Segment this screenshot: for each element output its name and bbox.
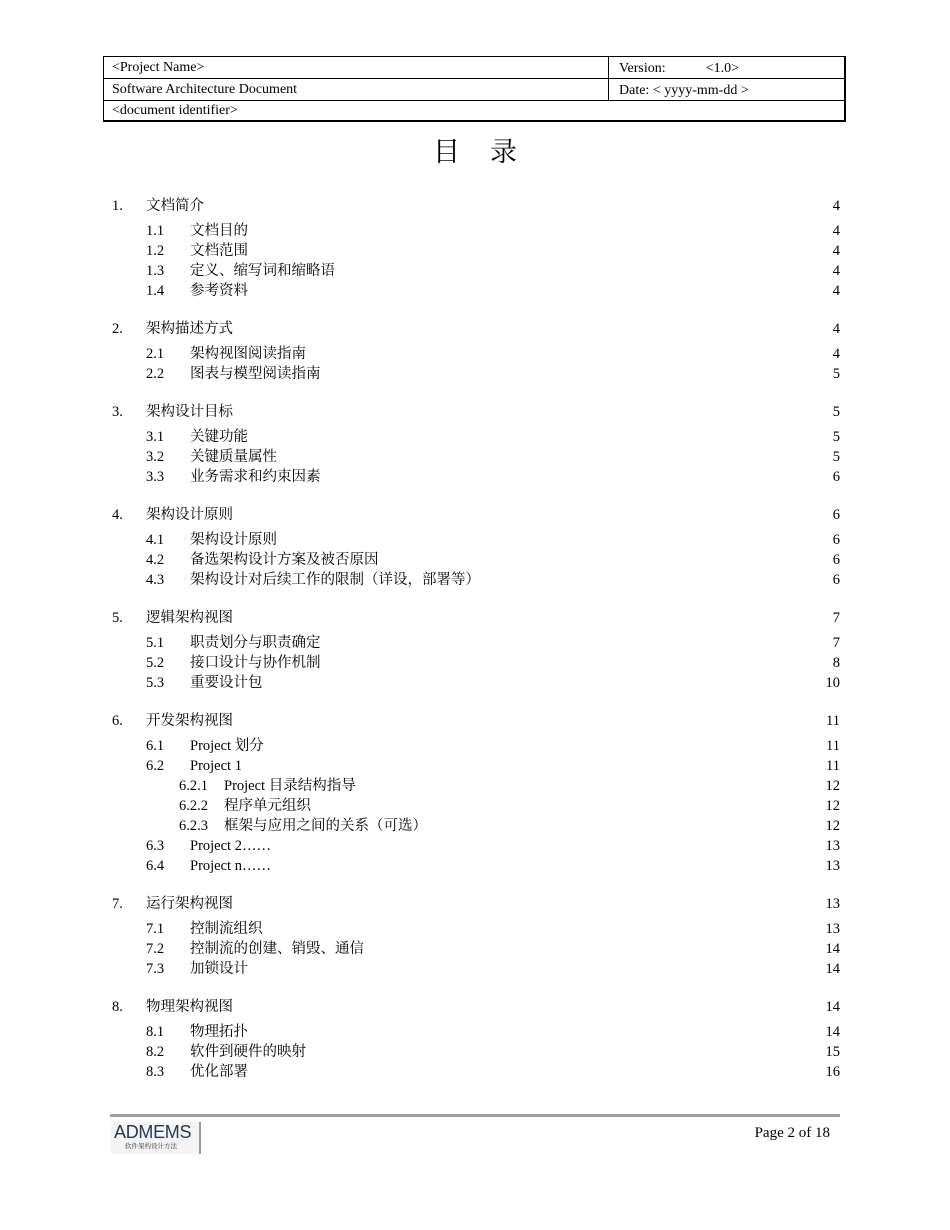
toc-entry-page: 5	[832, 404, 840, 420]
toc-entry-number: 6.2.2	[179, 798, 208, 814]
toc-entry-number: 2.1	[146, 346, 165, 362]
toc-entry-number: 5.	[112, 610, 123, 626]
toc-entry-label: 程序单元组织	[224, 798, 311, 814]
toc-entry-level-2[interactable]	[112, 1042, 840, 1062]
toc-entry-number: 5.3	[146, 675, 165, 691]
toc-entry-page: 4	[832, 346, 840, 362]
toc-entry-number: 2.	[112, 321, 123, 337]
toc-entry-label: 软件到硬件的映射	[190, 1044, 306, 1060]
toc-entry-level-2[interactable]	[112, 959, 840, 979]
toc-entry-label: 文档目的	[190, 223, 248, 239]
toc-entry-number: 7.1	[146, 921, 165, 937]
logo-subtext: 软件架构设计方法	[125, 1142, 177, 1150]
toc-entry-page: 5	[832, 449, 840, 465]
version-cell	[609, 57, 844, 78]
toc-entry-number: 8.2	[146, 1044, 165, 1060]
toc-entry-page: 4	[832, 223, 840, 239]
toc-entry-label: 职责划分与职责确定	[190, 635, 321, 651]
toc-entry-page: 13	[825, 838, 840, 854]
toc-entry-page: 12	[825, 818, 840, 834]
toc-entry-number: 1.3	[146, 263, 165, 279]
toc-entry-number: 4.	[112, 507, 123, 523]
toc-entry-page: 13	[825, 896, 840, 912]
toc-entry-page: 11	[826, 738, 840, 754]
toc-entry-number: 3.3	[146, 469, 165, 485]
toc-entry-number: 1.1	[146, 223, 165, 239]
toc-entry-number: 7.	[112, 896, 123, 912]
toc-entry-number: 6.4	[146, 858, 165, 874]
header-row-1	[104, 57, 844, 79]
toc-entry-page: 8	[832, 655, 840, 671]
toc-entry-number: 1.	[112, 198, 123, 214]
toc-entry-label: 架构描述方式	[146, 321, 233, 337]
toc-entry-page: 15	[825, 1044, 840, 1060]
toc-entry-level-3[interactable]	[112, 796, 840, 816]
toc-entry-page: 5	[832, 429, 840, 445]
toc-entry-level-2[interactable]	[112, 633, 840, 653]
toc-entry-level-2[interactable]	[112, 344, 840, 364]
toc-entry-level-2[interactable]	[112, 241, 840, 261]
toc-entry-label: 控制流的创建、销毁、通信	[190, 941, 364, 957]
toc-entry-page: 11	[826, 758, 840, 774]
admems-logo	[111, 1122, 201, 1154]
toc-entry-level-2[interactable]	[112, 1022, 840, 1042]
toc-entry-label: 加锁设计	[190, 961, 248, 977]
version-value: <1.0>	[705, 61, 739, 76]
toc-entry-number: 4.1	[146, 532, 165, 548]
toc-entry-page: 16	[825, 1064, 840, 1080]
toc-entry-number: 1.2	[146, 243, 165, 259]
toc-entry-level-2[interactable]	[112, 756, 840, 776]
toc-entry-number: 1.4	[146, 283, 165, 299]
toc-entry-label: 控制流组织	[190, 921, 263, 937]
toc-entry-page: 14	[825, 1024, 840, 1040]
header-table	[103, 56, 846, 122]
toc-entry-label: 运行架构视图	[146, 896, 233, 912]
toc-entry-label: 关键功能	[190, 429, 248, 445]
toc-entry-label: 接口设计与协作机制	[190, 655, 321, 671]
version-label: Version:	[619, 61, 666, 76]
toc-entry-page: 5	[832, 366, 840, 382]
toc-entry-page: 12	[825, 778, 840, 794]
toc-entry-page: 14	[825, 999, 840, 1015]
toc-entry-number: 2.2	[146, 366, 165, 382]
footer-divider	[110, 1114, 840, 1117]
page-number: Page 2 of 18	[754, 1125, 830, 1141]
toc-entry-number: 6.2.3	[179, 818, 208, 834]
table-of-contents	[112, 196, 840, 1082]
toc-entry-level-1[interactable]	[112, 894, 840, 914]
toc-entry-number: 6.	[112, 713, 123, 729]
toc-entry-number: 3.2	[146, 449, 165, 465]
toc-entry-label: 架构设计原则	[146, 507, 233, 523]
toc-entry-level-1[interactable]	[112, 196, 840, 216]
toc-entry-label: Project 划分	[190, 738, 264, 754]
toc-entry-label: 开发架构视图	[146, 713, 233, 729]
toc-entry-label: Project 1	[190, 758, 242, 774]
toc-entry-label: 物理架构视图	[146, 999, 233, 1015]
toc-entry-number: 6.2	[146, 758, 165, 774]
toc-entry-level-1[interactable]	[112, 608, 840, 628]
toc-entry-page: 7	[832, 635, 840, 651]
toc-entry-level-2[interactable]	[112, 653, 840, 673]
toc-entry-level-2[interactable]	[112, 221, 840, 241]
toc-entry-label: Project 目录结构指导	[224, 778, 356, 794]
toc-entry-level-1[interactable]	[112, 402, 840, 422]
toc-entry-page: 6	[832, 532, 840, 548]
toc-entry-number: 6.2.1	[179, 778, 208, 794]
toc-entry-number: 7.2	[146, 941, 165, 957]
toc-entry-level-2[interactable]	[112, 261, 840, 281]
toc-entry-page: 12	[825, 798, 840, 814]
toc-entry-number: 6.1	[146, 738, 165, 754]
toc-entry-number: 6.3	[146, 838, 165, 854]
toc-entry-page: 10	[825, 675, 840, 691]
toc-entry-level-2[interactable]	[112, 467, 840, 487]
toc-entry-level-2[interactable]	[112, 281, 840, 301]
toc-entry-label: 优化部署	[190, 1064, 248, 1080]
toc-entry-label: 参考资料	[190, 283, 248, 299]
toc-entry-page: 6	[832, 572, 840, 588]
toc-entry-page: 4	[832, 243, 840, 259]
toc-entry-label: 架构视图阅读指南	[190, 346, 306, 362]
toc-entry-label: 架构设计对后续工作的限制（详设，部署等）	[190, 572, 480, 588]
toc-entry-level-1[interactable]	[112, 319, 840, 339]
toc-entry-label: 定义、缩写词和缩略语	[190, 263, 335, 279]
toc-entry-label: 业务需求和约束因素	[190, 469, 321, 485]
toc-entry-label: 逻辑架构视图	[146, 610, 233, 626]
toc-entry-label: Project n……	[190, 858, 271, 874]
toc-entry-number: 7.3	[146, 961, 165, 977]
toc-entry-label: 关键质量属性	[190, 449, 277, 465]
toc-entry-label: 图表与模型阅读指南	[190, 366, 321, 382]
toc-entry-page: 4	[832, 321, 840, 337]
toc-heading: 目录	[433, 137, 547, 167]
toc-entry-number: 4.2	[146, 552, 165, 568]
toc-entry-number: 5.2	[146, 655, 165, 671]
toc-entry-number: 8.3	[146, 1064, 165, 1080]
toc-entry-page: 14	[825, 961, 840, 977]
toc-entry-level-3[interactable]	[112, 816, 840, 836]
toc-entry-level-2[interactable]	[112, 736, 840, 756]
toc-entry-level-2[interactable]	[112, 447, 840, 467]
toc-entry-page: 6	[832, 552, 840, 568]
toc-entry-page: 4	[832, 263, 840, 279]
toc-entry-level-2[interactable]	[112, 856, 840, 876]
toc-entry-level-2[interactable]	[112, 427, 840, 447]
header-row-2	[104, 79, 844, 101]
toc-entry-page: 6	[832, 507, 840, 523]
toc-entry-level-2[interactable]	[112, 673, 840, 693]
toc-entry-label: 文档简介	[146, 198, 204, 214]
toc-entry-label: 框架与应用之间的关系（可选）	[224, 818, 427, 834]
toc-entry-page: 13	[825, 921, 840, 937]
toc-entry-level-1[interactable]	[112, 505, 840, 525]
toc-entry-page: 4	[832, 198, 840, 214]
toc-entry-page: 4	[832, 283, 840, 299]
toc-entry-page: 6	[832, 469, 840, 485]
toc-entry-page: 14	[825, 941, 840, 957]
toc-entry-level-1[interactable]	[112, 997, 840, 1017]
toc-entry-number: 3.	[112, 404, 123, 420]
document-identifier: <document identifier>	[112, 103, 238, 118]
toc-entry-page: 11	[826, 713, 840, 729]
toc-entry-number: 8.	[112, 999, 123, 1015]
toc-entry-level-1[interactable]	[112, 711, 840, 731]
toc-entry-label: 重要设计包	[190, 675, 263, 691]
toc-entry-level-2[interactable]	[112, 570, 840, 590]
toc-entry-label: 架构设计原则	[190, 532, 277, 548]
toc-entry-number: 4.3	[146, 572, 165, 588]
date-cell: Date: < yyyy-mm-dd >	[619, 83, 749, 98]
toc-entry-number: 3.1	[146, 429, 165, 445]
toc-entry-page: 7	[832, 610, 840, 626]
toc-entry-level-2[interactable]	[112, 1062, 840, 1082]
toc-entry-number: 8.1	[146, 1024, 165, 1040]
toc-entry-label: 文档范围	[190, 243, 248, 259]
toc-entry-level-2[interactable]	[112, 550, 840, 570]
toc-entry-level-2[interactable]	[112, 939, 840, 959]
toc-entry-label: 架构设计目标	[146, 404, 233, 420]
toc-entry-level-2[interactable]	[112, 530, 840, 550]
toc-entry-level-2[interactable]	[112, 919, 840, 939]
project-name: <Project Name>	[104, 57, 609, 78]
logo-text: ADMEMS	[114, 1122, 192, 1142]
toc-entry-number: 5.1	[146, 635, 165, 651]
toc-entry-level-2[interactable]	[112, 836, 840, 856]
toc-entry-page: 13	[825, 858, 840, 874]
toc-entry-level-3[interactable]	[112, 776, 840, 796]
toc-entry-label: Project 2……	[190, 838, 271, 854]
toc-entry-label: 物理拓扑	[190, 1024, 248, 1040]
toc-entry-label: 备选架构设计方案及被否原因	[190, 552, 379, 568]
toc-entry-level-2[interactable]	[112, 364, 840, 384]
document-title: Software Architecture Document	[104, 79, 609, 100]
header-row-3	[104, 101, 844, 120]
